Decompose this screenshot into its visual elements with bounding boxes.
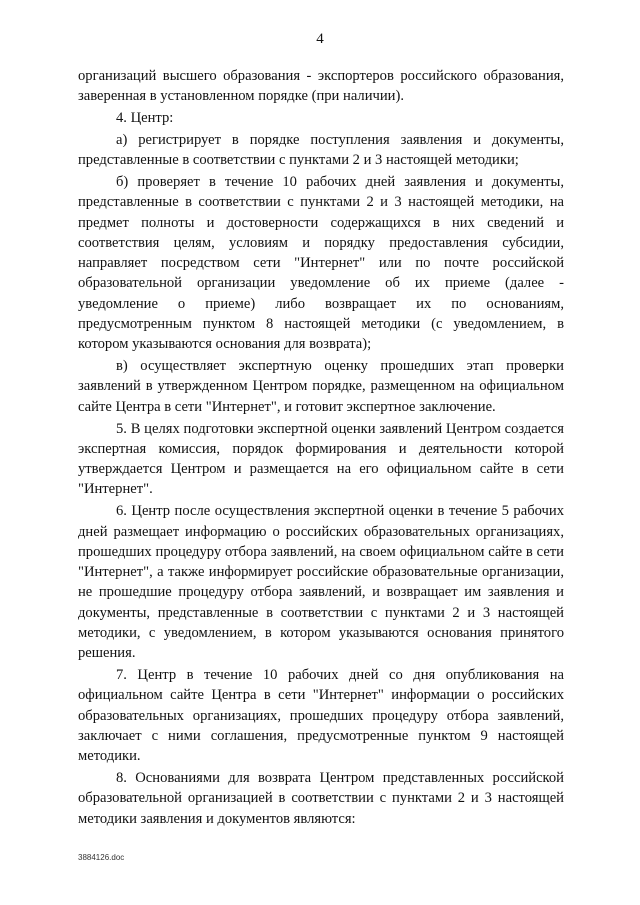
footer-file-name: 3884126.doc	[78, 853, 125, 862]
paragraph-continuation: организаций высшего образования - экспортеров российского образования, заверенная в установленном порядке (при наличии).	[78, 68, 564, 105]
paragraph-item-8: 8. Основаниями для возврата Центром представленных российской образовательной организацией в соответствии с пунктами 2 и 3 настоящей методики заявления и документов являются:	[78, 770, 564, 827]
paragraph-item-5: 5. В целях подготовки экспертной оценки заявлений Центром создается экспертная комиссия, порядок формирования и деятельности которой утверждается Центром и размещается на его официальном сайте в сети "Интернет".	[78, 420, 564, 498]
page-number: 4	[316, 31, 324, 47]
paragraph-item-4c: в) осуществляет экспертную оценку прошедших этап проверки заявлений в утвержденном Центром порядке, размещенном на официальном сайте Центра в сети "Интернет", и готовит экспертное заключение.	[78, 358, 564, 415]
paragraph-item-7: 7. Центр в течение 10 рабочих дней со дня опубликования на официальном сайте Центра в сети "Интернет" информации о российских образовательных организациях, прошедших процедуру отбора заявлений, заключает с ними соглашения, предусмотренные пунктом 9 настоящей методики.	[78, 667, 564, 765]
paragraph-item-4a: а) регистрирует в порядке поступления заявления и документы, представленные в соответствии с пунктами 2 и 3 настоящей методики;	[78, 131, 564, 169]
paragraph-item-4b: б) проверяет в течение 10 рабочих дней заявления и документы, представленные в соответствии с пунктами 2 и 3 настоящей методики, на предмет полноты и достоверности содержащихся в них сведений и соответствия целям, условиям и порядку предоставления субсидии, направляет посредством сети "Интернет" или по почте российской образовательной организации уведомление об их приеме (далее - уведомление о приеме) либо возвращает их по основаниям, предусмотренным пунктом 8 настоящей методики (с уведомлением, в котором указываются основания для возврата);	[78, 173, 564, 353]
paragraph-item-6: 6. Центр после осуществления экспертной оценки в течение 5 рабочих дней размещает информацию о российских образовательных организациях, прошедших процедуру отбора заявлений, на своем официальном сайте в сети "Интернет", а также информирует российские образовательные организации, не прошедшие процедуру отбора заявлений, и возвращает им заявления и документы, представленные в соответствии с пунктами 2 и 3 настоящей методики, с уведомлением, в котором указываются основания принятого решения.	[78, 503, 564, 662]
document-body	[78, 66, 564, 830]
paragraph-item-4: 4. Центр:	[116, 110, 174, 127]
